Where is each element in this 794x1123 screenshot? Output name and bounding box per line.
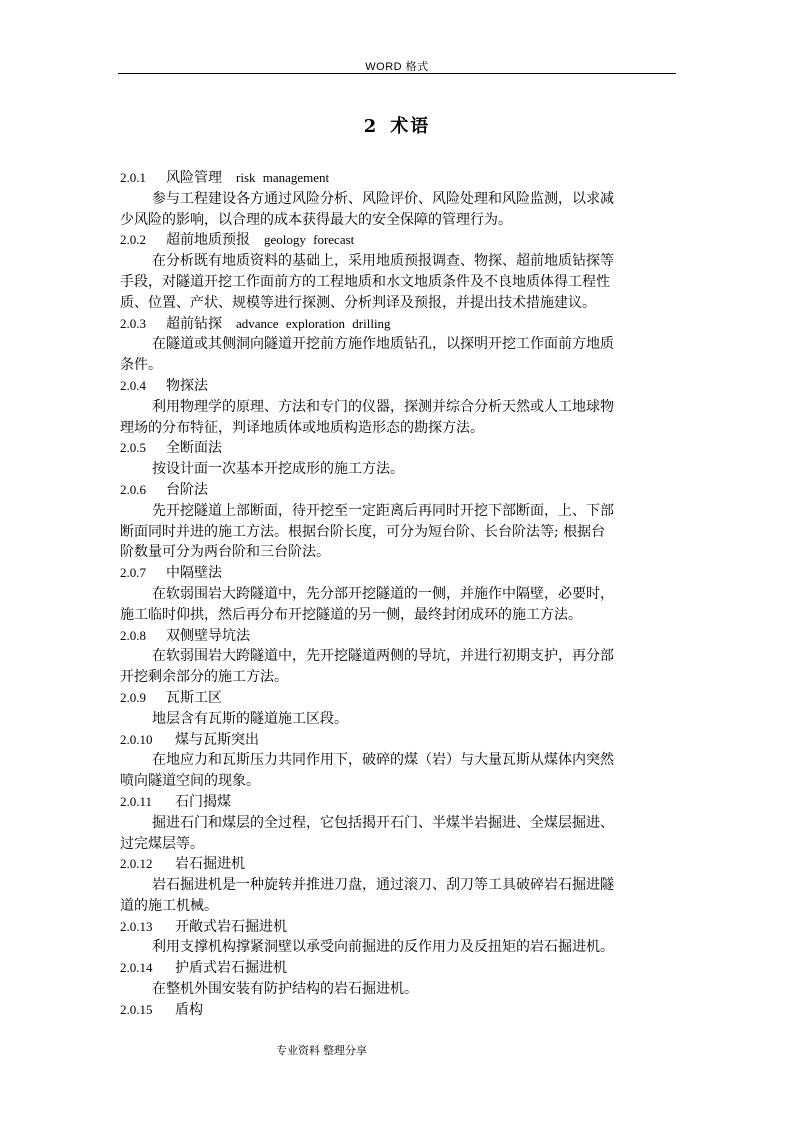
- term-name: 瓦斯工区: [166, 689, 222, 706]
- term-heading: [120, 854, 682, 875]
- term-definition-line: 在地应力和瓦斯压力共同作用下，破碎的煤（岩）与大量瓦斯从煤体内突然: [152, 752, 614, 769]
- term-definition-line: 在分析既有地质资料的基础上，采用地质预报调查、物探、超前地质钻探等: [152, 253, 614, 270]
- chapter-title: [0, 112, 794, 138]
- term-definition-line: 道的施工机械。: [120, 897, 218, 914]
- term-definition-line: 掘进石门和煤层的全过程，它包括揭开石门、半煤半岩掘进、全煤层掘进、: [152, 814, 614, 831]
- term-heading: [120, 168, 682, 189]
- term-number: 2.0.9: [120, 689, 146, 705]
- term-number: 2.0.6: [120, 481, 146, 497]
- term-english-name: risk management: [236, 170, 330, 185]
- term-english-name: geology forecast: [264, 232, 355, 248]
- chapter-name: 术语: [390, 116, 431, 137]
- term-name: 超前钻探: [166, 315, 222, 332]
- term-heading: [120, 438, 682, 459]
- term-definition-line: 质、位置、产状、规模等进行探测、分析判译及预报，并提出技术措施建议。: [120, 294, 596, 311]
- term-number: 2.0.1: [120, 170, 146, 185]
- terms-body: [120, 168, 682, 1021]
- term-definition-line: 先开挖隧道上部断面，待开挖至一定距离后再同时开挖下部断面，上、下部: [152, 502, 614, 519]
- page-header: WORD 格式: [365, 61, 429, 73]
- term-name: 物探法: [166, 377, 208, 394]
- term-name: 双侧壁导坑法: [166, 627, 250, 644]
- term-definition-line: 按设计面一次基本开挖成形的施工方法。: [152, 461, 404, 478]
- term-name: 风险管理: [166, 170, 222, 186]
- term-name: 煤与瓦斯突出: [175, 731, 259, 748]
- term-english-name: advance exploration drilling: [236, 315, 391, 331]
- term-definition-line: 开挖剩余部分的施工方法。: [120, 669, 288, 686]
- term-number: 2.0.10: [120, 731, 153, 747]
- term-number: 2.0.13: [120, 918, 153, 934]
- term-definition-line: 利用物理学的原理、方法和专门的仪器，探测并综合分析天然或人工地球物: [152, 398, 614, 415]
- term-heading: [120, 563, 682, 584]
- term-definition-line: 在软弱围岩大跨隧道中，先开挖隧道两侧的导坑，并进行初期支护，再分部: [152, 648, 614, 665]
- term-number: 2.0.8: [120, 627, 146, 643]
- term-number: 2.0.11: [120, 793, 153, 809]
- term-definition-line: 利用支撑机构撑紧洞壁以承受向前掘进的反作用力及反扭矩的岩石掘进机。: [152, 939, 614, 956]
- term-name: 台阶法: [166, 481, 208, 498]
- term-definition-line: 喷向隧道空间的现象。: [120, 773, 260, 790]
- term-definition-line: 施工临时仰拱，然后再分布开挖隧道的另一侧，最终封闭成环的施工方法。: [120, 606, 582, 623]
- term-definition-line: 手段，对隧道开挖工作面前方的工程地质和水文地质条件及不良地质体得工程性: [120, 273, 610, 290]
- term-definition-line: 在整机外围安装有防护结构的岩石掘进机。: [152, 981, 418, 998]
- term-number: 2.0.4: [120, 377, 146, 393]
- term-heading: [120, 688, 682, 709]
- term-definition-line: 参与工程建设各方通过风险分析、风险评价、风险处理和风险监测，以求减: [152, 190, 614, 207]
- term-heading: [120, 958, 682, 979]
- term-heading: [120, 792, 682, 813]
- term-name: 石门揭煤: [175, 793, 231, 810]
- term-number: 2.0.12: [120, 856, 153, 872]
- term-heading: [120, 314, 682, 335]
- header-rule: [118, 73, 676, 74]
- term-heading: [120, 917, 682, 938]
- term-name: 护盾式岩石掘进机: [175, 960, 287, 977]
- term-definition-line: 理场的分布特征，判译地质体或地质构造形态的勘探方法。: [120, 419, 484, 436]
- term-name: 岩石掘进机: [175, 856, 245, 873]
- term-heading: [120, 480, 682, 501]
- term-number: 2.0.7: [120, 565, 146, 581]
- term-heading: [120, 376, 682, 397]
- term-name: 开敞式岩石掘进机: [175, 918, 287, 935]
- term-heading: [120, 230, 682, 251]
- term-heading: [120, 626, 682, 647]
- term-definition-line: 断面同时并进的施工方法。根据台阶长度，可分为短台阶、长台阶法等; 根据台: [120, 523, 606, 540]
- term-number: 2.0.15: [120, 1001, 153, 1017]
- term-number: 2.0.2: [120, 232, 146, 248]
- term-definition-line: 条件。: [120, 357, 162, 374]
- term-definition-line: 过完煤层等。: [120, 835, 204, 852]
- chapter-number: 2: [363, 116, 379, 137]
- term-number: 2.0.14: [120, 960, 153, 976]
- term-definition-line: 地层含有瓦斯的隧道施工区段。: [152, 710, 348, 727]
- term-name: 盾构: [175, 1001, 203, 1018]
- term-heading: [120, 1000, 682, 1021]
- term-name: 全断面法: [166, 440, 222, 457]
- term-name: 超前地质预报: [166, 232, 250, 249]
- term-definition-line: 在软弱围岩大跨隧道中，先分部开挖隧道的一侧，并施作中隔壁，必要时，: [152, 585, 614, 602]
- term-number: 2.0.5: [120, 440, 146, 456]
- term-definition-line: 阶数量可分为两台阶和三台阶法。: [120, 544, 330, 561]
- page-footer: 专业资料 整理分享: [276, 1045, 368, 1057]
- term-definition-line: 在隧道或其侧洞向隧道开挖前方施作地质钻孔，以探明开挖工作面前方地质: [152, 336, 614, 353]
- term-definition-line: 少风险的影响，以合理的成本获得最大的安全保障的管理行为。: [120, 211, 512, 228]
- term-number: 2.0.3: [120, 315, 146, 331]
- term-name: 中隔壁法: [166, 565, 222, 582]
- term-definition-line: 岩石掘进机是一种旋转并推进刀盘，通过滚刀、刮刀等工具破碎岩石掘进隧: [152, 877, 614, 894]
- term-heading: [120, 730, 682, 751]
